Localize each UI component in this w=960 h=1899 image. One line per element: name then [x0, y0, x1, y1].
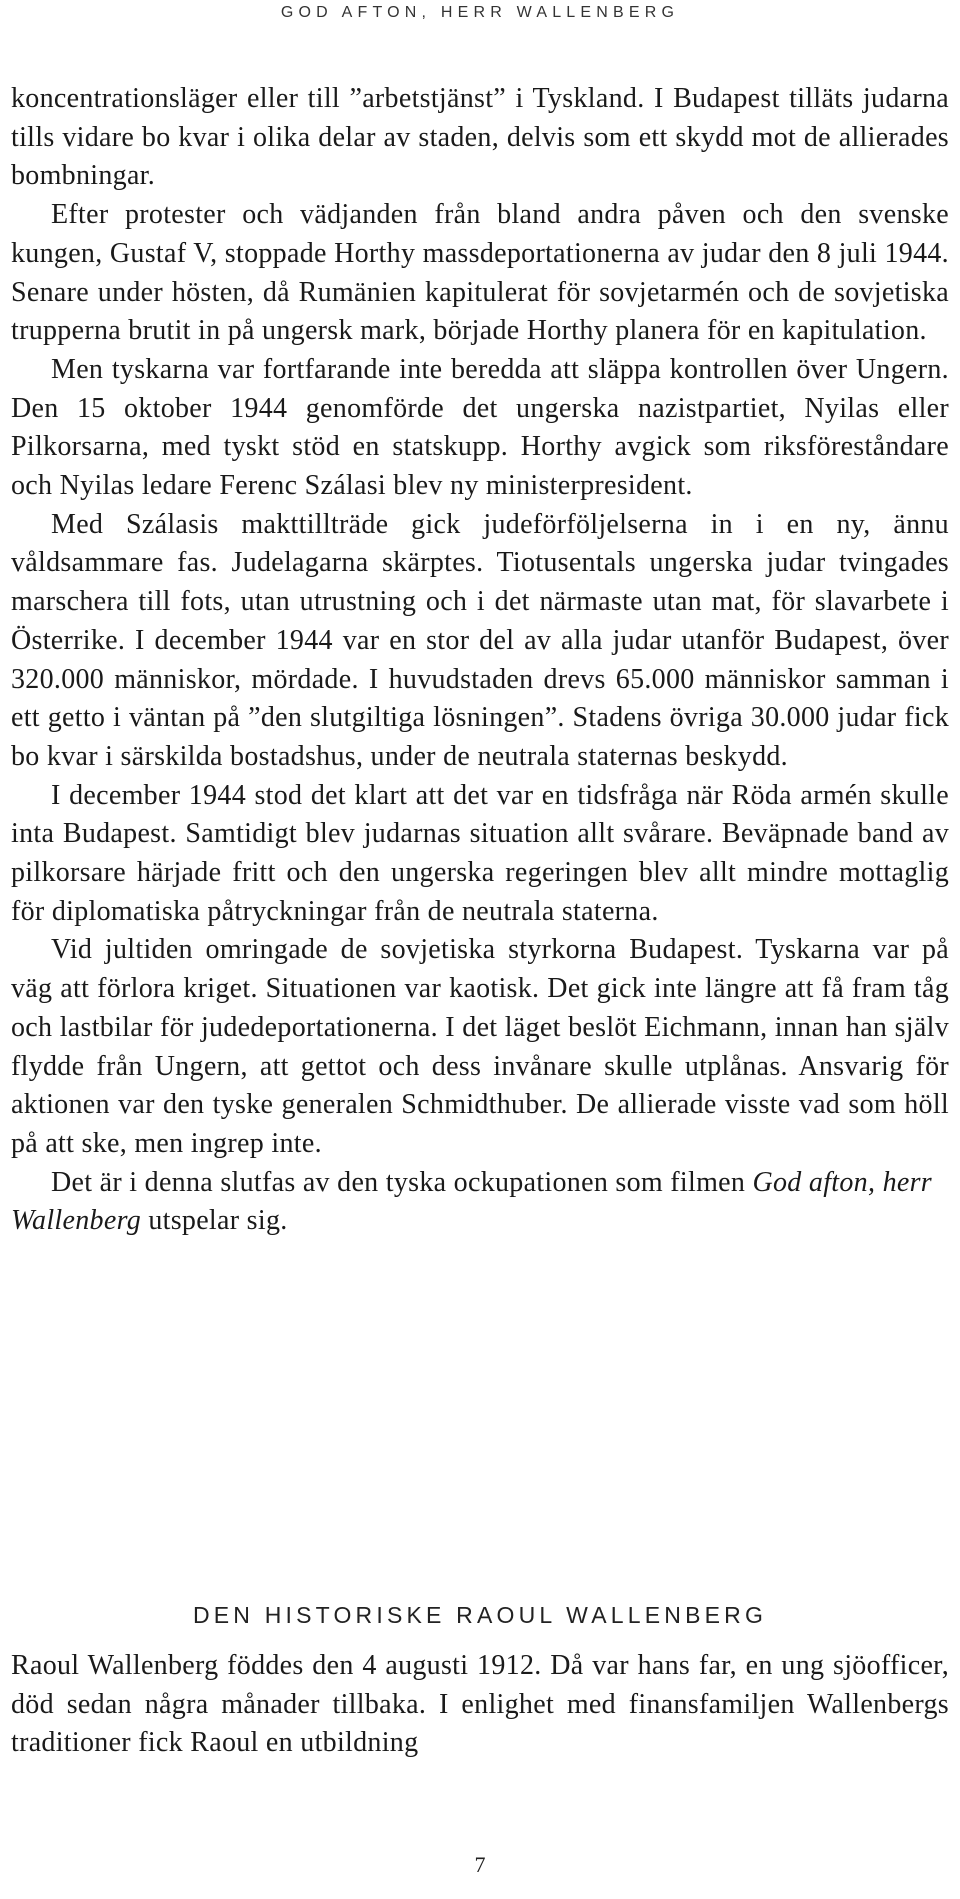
- paragraph: koncentrationsläger eller till ”arbetstjänst” i Tyskland. I Budapest tilläts judarna tills vidare bo kvar i olika delar av staden, delvis som ett skydd mot de allierades bombningar.: [11, 83, 949, 192]
- page-number: 7: [474, 1852, 486, 1877]
- paragraph: I december 1944 stod det klart att det var en tidsfråga när Röda armén skulle inta Budapest. Samtidigt blev judarnas situation allt svårare. Beväpnade band av pilkorsare härjade fritt och den ungerska regeringen blev allt mindre mottaglig för diplomatiska påtryckningar från de neutrala staterna.: [11, 779, 949, 927]
- final-paragraph-tail: utspelar sig.: [141, 1205, 288, 1237]
- final-paragraph-lead: Det är i denna slutfas av den tyska ockupationen som filmen: [51, 1166, 753, 1198]
- film-title: God afton, herr Wallenberg: [11, 1166, 932, 1237]
- section-heading: DEN HISTORISKE RAOUL WALLENBERG: [192, 1602, 768, 1628]
- final-paragraph: [11, 1164, 949, 1241]
- section-text: [11, 1647, 949, 1763]
- section-paragraph: Raoul Wallenberg föddes den 4 augusti 1912. Då var hans far, en ung sjöofficer, död sedan några månader tillbaka. I enlighet med finansfamiljen Wallenbergs traditioner fick Raoul en utbildning: [11, 1650, 949, 1759]
- paragraph: Efter protester och vädjanden från bland andra påven och den svenske kungen, Gustaf V, stoppade Horthy massdeportationerna av judar den 8 juli 1944. Senare under hösten, då Rumänien kapitulerat för sovjetarmén och de sovjetiska trupperna brutit in på ungersk mark, började Horthy planera för en kapitulation.: [11, 199, 949, 347]
- body-text: [11, 80, 949, 1241]
- paragraph: Men tyskarna var fortfarande inte beredda att släppa kontrollen över Ungern. Den 15 oktober 1944 genomförde det ungerska nazistpartiet, Nyilas eller Pilkorsarna, med tyskt stöd en statskupp. Horthy avgick som riksföreståndare och Nyilas ledare Ferenc Szálasi blev ny ministerpresident.: [11, 353, 949, 502]
- paragraph: Med Szálasis makttillträde gick judeförföljelserna in i en ny, ännu våldsammare fas. Judelagarna skärptes. Tiotusentals ungerska judar tvingades marschera till fots, utan utrustning och i det närmaste utan mat, för slavarbete i Österrike. I december 1944 var en stor del av alla judar utanför Budapest, över 320.000 människor, mördade. I huvudstaden drevs 65.000 människor samman i ett getto i väntan på ”den slutgiltiga lösningen”. Stadens övriga 30.000 judar fick bo kvar i särskilda bostadshus, under de neutrala staternas beskydd.: [11, 508, 949, 772]
- paragraph: Vid jultiden omringade de sovjetiska styrkorna Budapest. Tyskarna var på väg att förlora kriget. Situationen var kaotisk. Det gick inte längre att få fram tåg och lastbilar för judedeportationerna. I det läget beslöt Eichmann, innan han själv flydde från Ungern, att gettot och dess invånare skulle utplånas. Ansvarig för aktionen var den tyske generalen Schmidthuber. De allierade visste vad som höll på att ske, men ingrep inte.: [11, 934, 949, 1159]
- running-header: GOD AFTON, HERR WALLENBERG: [280, 4, 680, 21]
